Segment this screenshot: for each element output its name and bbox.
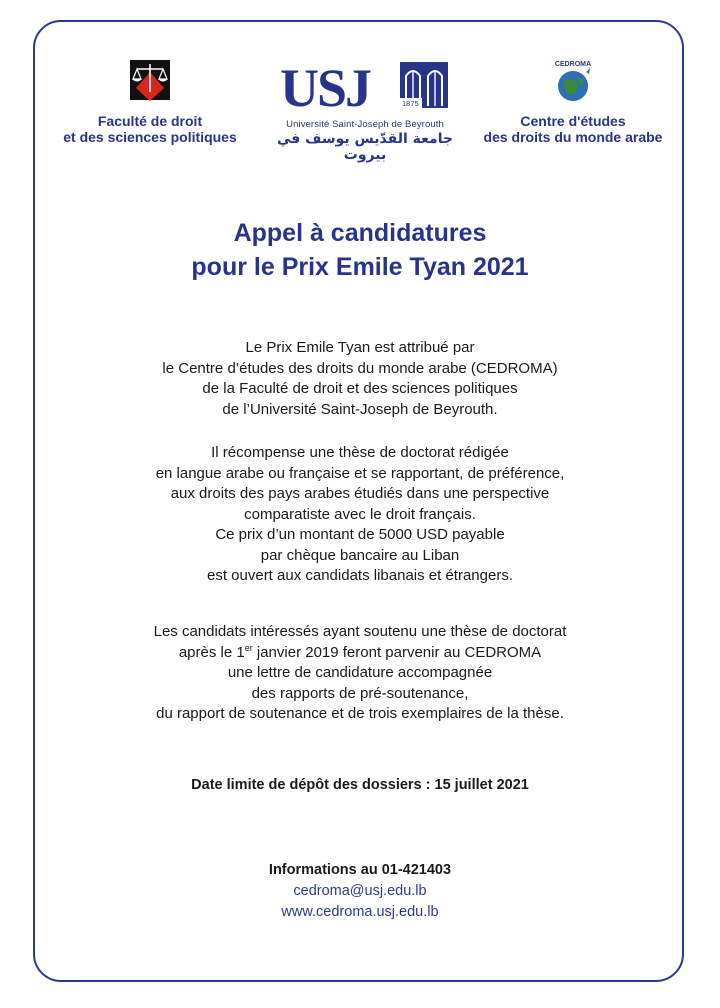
- title-line1: Appel à candidatures: [233, 219, 487, 247]
- faculty-caption: [60, 113, 240, 145]
- usj-logo: [270, 58, 460, 163]
- usj-letters: USJ: [279, 58, 370, 112]
- text-line: des rapports de pré-soutenance,: [251, 684, 469, 702]
- cedroma-caption: [478, 113, 668, 145]
- title-line2: pour le Prix Emile Tyan 2021: [191, 253, 529, 281]
- usj-name-arabic: جامعة القدّيس يوسف في بيروت: [276, 131, 454, 163]
- text-line: Ce prix d’un montant de 5000 USD payable: [215, 526, 505, 543]
- text-line: Les candidats intéressés ayant soutenu une thèse de doctorat: [153, 623, 567, 640]
- faculty-caption-line2: et des sciences politiques: [63, 129, 237, 145]
- cedroma-caption-line2: des droits du monde arabe: [483, 129, 663, 145]
- phone-info: Informations au 01-421403: [268, 862, 452, 878]
- text-line: aux droits des pays arabes étudiés dans une perspective: [170, 485, 550, 502]
- application-paragraph: [60, 622, 660, 725]
- text-line: du rapport de soutenance et de trois exemplaires de la thèse.: [156, 705, 564, 722]
- usj-name-french: Université Saint-Joseph de Beyrouth: [286, 119, 444, 130]
- cedroma-globe-icon: [548, 58, 598, 104]
- text-line: de l’Université Saint-Joseph de Beyrouth.: [222, 400, 498, 418]
- text-line: Il récompense une thèse de doctorat rédigée: [211, 444, 509, 461]
- text-line: [60, 643, 660, 664]
- text-line: en langue arabe ou française et se rapportant, de préférence,: [155, 464, 565, 482]
- contact-block: [60, 860, 660, 923]
- scales-of-justice-icon: [128, 58, 172, 102]
- page-title: [60, 216, 660, 284]
- ordinal-superscript: er: [244, 642, 253, 653]
- text-fragment: après le 1: [178, 643, 245, 661]
- text-line: comparatiste avec le droit français.: [244, 505, 476, 523]
- text-line: une lettre de candidature accompagnée: [227, 664, 493, 681]
- cedroma-logo: [478, 58, 668, 145]
- website-link[interactable]: www.cedroma.usj.edu.lb: [281, 904, 439, 920]
- text-line: le Centre d’études des droits du monde arabe (CEDROMA): [162, 359, 558, 377]
- text-fragment: janvier 2019 feront parvenir au CEDROMA: [252, 643, 542, 661]
- usj-year: 1875: [401, 99, 419, 108]
- prize-description-paragraph: [60, 443, 660, 587]
- deadline-text: Date limite de dépôt des dossiers : 15 juillet 2021: [191, 777, 529, 793]
- text-line: de la Faculté de droit et des sciences politiques: [202, 380, 518, 397]
- usj-emblem-icon: [278, 58, 453, 112]
- intro-paragraph: [60, 338, 660, 420]
- faculty-logo: [60, 58, 240, 145]
- email-link[interactable]: cedroma@usj.edu.lb: [293, 883, 427, 899]
- text-line: est ouvert aux candidats libanais et étrangers.: [206, 567, 513, 584]
- text-line: par chèque bancaire au Liban: [260, 546, 460, 564]
- text-line: Le Prix Emile Tyan est attribué par: [245, 339, 475, 356]
- cedroma-badge-text: CEDROMA: [554, 61, 592, 68]
- faculty-caption-line1: Faculté de droit: [97, 113, 203, 129]
- cedroma-caption-line1: Centre d'études: [520, 113, 626, 129]
